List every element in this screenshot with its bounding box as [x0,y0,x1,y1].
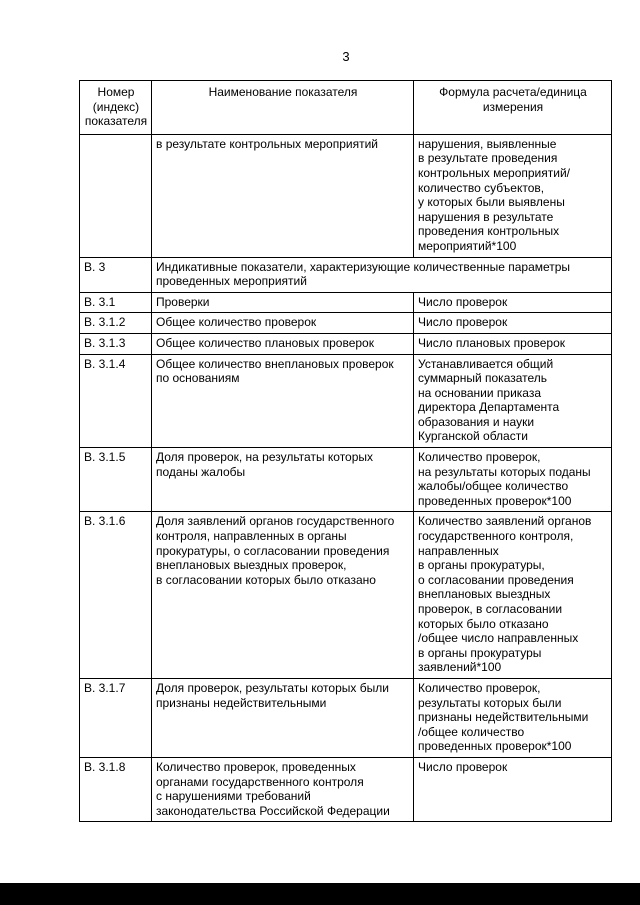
row-formula: Количество проверок, результаты которых были признаны недействительными /общее количество проведенных проверок*100 [414,678,612,757]
row-name: Доля заявлений органов государственного контроля, направленных в органы прокуратуры, о согласовании проведения внеплановых выездных проверок, в согласовании которых было отказано [152,512,414,679]
row-name: Проверки [152,292,414,313]
row-index: В. 3.1.7 [80,678,152,757]
table-row [80,292,612,313]
header-name: Наименование показателя [152,81,414,135]
row-index: В. 3.1.3 [80,333,152,354]
indicators-table [79,80,612,822]
row-name: Доля проверок, на результаты которых поданы жалобы [152,448,414,512]
row-index: В. 3.1.2 [80,313,152,334]
row-index: В. 3.1 [80,292,152,313]
table-row [80,354,612,448]
row-section-title: Индикативные показатели, характеризующие количественные параметры проведенных мероприятий [152,257,612,292]
row-name: Количество проверок, проведенных органами государственного контроля с нарушениями требований законодательства Российской Федерации [152,757,414,821]
row-name: Общее количество плановых проверок [152,333,414,354]
row-index: В. 3 [80,257,152,292]
row-formula: Устанавливается общий суммарный показатель на основании приказа директора Департамента образования и науки Курганской области [414,354,612,448]
table-row [80,333,612,354]
row-index: В. 3.1.8 [80,757,152,821]
row-name: Доля проверок, результаты которых были признаны недействительными [152,678,414,757]
table-row [80,757,612,821]
row-index [80,134,152,257]
header-formula: Формула расчета/единица измерения [414,81,612,135]
row-formula: Число проверок [414,313,612,334]
scan-edge-bar [0,883,640,905]
row-name: Общее количество проверок [152,313,414,334]
table-row [80,448,612,512]
row-name: Общее количество внеплановых проверок по основаниям [152,354,414,448]
row-formula: Число плановых проверок [414,333,612,354]
row-formula: Количество заявлений органов государственного контроля, направленных в органы прокуратуры, о согласовании проведения внеплановых выездных проверок, в согласовании которых было отказано /общее число направленных в органы прокуратуры заявлений*100 [414,512,612,679]
row-index: В. 3.1.5 [80,448,152,512]
row-formula: Количество проверок, на результаты которых поданы жалобы/общее количество проведенных проверок*100 [414,448,612,512]
table-row [80,134,612,257]
row-formula: нарушения, выявленные в результате проведения контрольных мероприятий/ количество субъектов, у которых были выявлены нарушения в результате проведения контрольных мероприятий*100 [414,134,612,257]
page-number: 3 [342,49,350,64]
table-row [80,512,612,679]
row-formula: Число проверок [414,757,612,821]
table-row [80,313,612,334]
row-name: в результате контрольных мероприятий [152,134,414,257]
row-formula: Число проверок [414,292,612,313]
row-index: В. 3.1.6 [80,512,152,679]
table-header-row [80,81,612,135]
row-index: В. 3.1.4 [80,354,152,448]
table-row [80,257,612,292]
header-index: Номер (индекс) показателя [80,81,152,135]
table-row [80,678,612,757]
